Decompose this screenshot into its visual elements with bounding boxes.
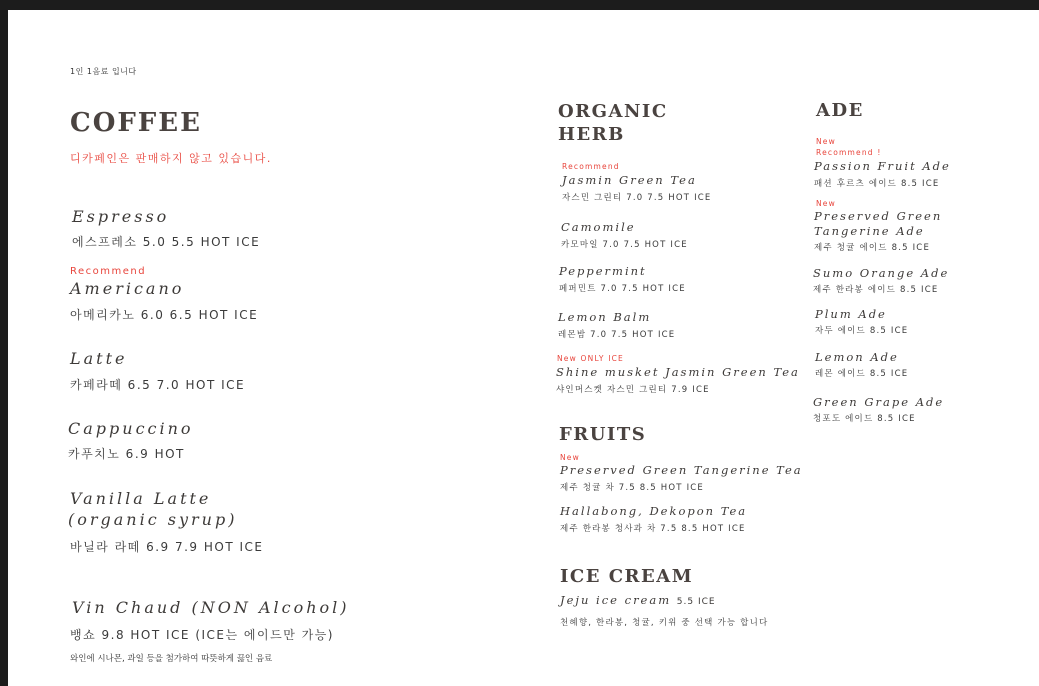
tangerine-tea-tag: New bbox=[560, 453, 580, 462]
fruits-heading: FRUITS bbox=[559, 424, 647, 445]
notice-text: 1인 1음료 입니다 bbox=[70, 67, 137, 76]
tangerine-ade-tag: New bbox=[816, 199, 836, 208]
shine-musket-name: Shine musket Jasmin Green Tea bbox=[556, 365, 800, 379]
passion-fruit-price: 패션 후르츠 에이드 8.5 ICE bbox=[814, 179, 940, 189]
vanilla-latte-name: Vanilla Latte bbox=[70, 489, 212, 508]
vanilla-latte-price: 바닐라 라떼 6.9 7.9 HOT ICE bbox=[70, 540, 264, 554]
lemon-ade-name: Lemon Ade bbox=[815, 350, 899, 364]
tangerine-ade-name-line1: Preserved Green bbox=[814, 209, 943, 223]
menu-page bbox=[8, 10, 1039, 686]
americano-tag: Recommend bbox=[70, 266, 147, 277]
latte-price: 카페라떼 6.5 7.0 HOT ICE bbox=[70, 378, 246, 392]
lemon-ade-price: 레몬 에이드 8.5 ICE bbox=[815, 369, 909, 379]
cappuccino-name: Cappuccino bbox=[68, 419, 194, 438]
vin-chaud-note: 와인에 시나몬, 과일 등을 첨가하여 따뜻하게 끓인 음료 bbox=[70, 654, 273, 664]
passion-fruit-tag-new: New bbox=[816, 137, 836, 146]
vin-chaud-price: 뱅쇼 9.8 HOT ICE (ICE는 에이드만 가능) bbox=[70, 628, 334, 642]
espresso-price: 에스프레소 5.0 5.5 HOT ICE bbox=[72, 235, 261, 249]
ice-cream-note: 천혜향, 한라봉, 청귤, 키위 중 선택 가능 합니다 bbox=[560, 618, 769, 628]
herb-heading-line1: ORGANIC bbox=[558, 101, 668, 122]
jasmin-price: 자스민 그린티 7.0 7.5 HOT ICE bbox=[562, 193, 712, 203]
jasmin-name: Jasmin Green Tea bbox=[562, 173, 697, 187]
ice-cream-heading: ICE CREAM bbox=[560, 566, 694, 587]
jasmin-tag: Recommend bbox=[562, 162, 620, 171]
shine-musket-tag: New ONLY ICE bbox=[557, 354, 624, 363]
sumo-orange-price: 제주 한라봉 에이드 8.5 ICE bbox=[813, 285, 939, 295]
tangerine-ade-name-line2: Tangerine Ade bbox=[814, 224, 925, 238]
ice-cream-price: 5.5 ICE bbox=[676, 597, 716, 607]
ice-cream-name: Jeju ice cream bbox=[560, 593, 672, 607]
passion-fruit-name: Passion Fruit Ade bbox=[814, 159, 951, 173]
tangerine-ade-price: 제주 청귤 에이드 8.5 ICE bbox=[814, 243, 931, 253]
shine-musket-price: 샤인머스켓 자스민 그린티 7.9 ICE bbox=[556, 385, 710, 395]
americano-price: 아메리카노 6.0 6.5 HOT ICE bbox=[70, 308, 259, 322]
coffee-subtitle: 디카페인은 판매하지 않고 있습니다. bbox=[70, 152, 272, 165]
passion-fruit-tag-recommend: Recommend ! bbox=[816, 148, 882, 157]
green-grape-price: 청포도 에이드 8.5 ICE bbox=[813, 414, 916, 424]
sumo-orange-name: Sumo Orange Ade bbox=[813, 266, 950, 280]
hallabong-tea-price: 제주 한라봉 청사과 차 7.5 8.5 HOT ICE bbox=[560, 524, 746, 534]
coffee-heading: COFFEE bbox=[70, 108, 202, 138]
peppermint-price: 페퍼민트 7.0 7.5 HOT ICE bbox=[559, 284, 686, 294]
vin-chaud-name: Vin Chaud (NON Alcohol) bbox=[72, 598, 350, 617]
green-grape-name: Green Grape Ade bbox=[813, 395, 945, 409]
peppermint-name: Peppermint bbox=[559, 264, 647, 278]
herb-heading-line2: HERB bbox=[558, 124, 625, 145]
espresso-name: Espresso bbox=[72, 207, 170, 226]
tangerine-tea-price: 제주 청귤 차 7.5 8.5 HOT ICE bbox=[560, 483, 704, 493]
vanilla-latte-subname: (organic syrup) bbox=[68, 510, 238, 529]
tangerine-tea-name: Preserved Green Tangerine Tea bbox=[560, 463, 803, 477]
hallabong-tea-name: Hallabong, Dekopon Tea bbox=[560, 504, 748, 518]
latte-name: Latte bbox=[70, 349, 128, 368]
camomile-name: Camomile bbox=[561, 220, 636, 234]
americano-name: Americano bbox=[70, 279, 185, 298]
plum-ade-price: 자두 에이드 8.5 ICE bbox=[815, 326, 909, 336]
plum-ade-name: Plum Ade bbox=[815, 307, 887, 321]
camomile-price: 카모마일 7.0 7.5 HOT ICE bbox=[561, 240, 688, 250]
ade-heading: ADE bbox=[816, 100, 864, 121]
cappuccino-price: 카푸치노 6.9 HOT bbox=[68, 447, 185, 461]
lemon-balm-name: Lemon Balm bbox=[558, 310, 652, 324]
ice-cream-item bbox=[560, 593, 716, 610]
lemon-balm-price: 레몬밤 7.0 7.5 HOT ICE bbox=[558, 330, 676, 340]
